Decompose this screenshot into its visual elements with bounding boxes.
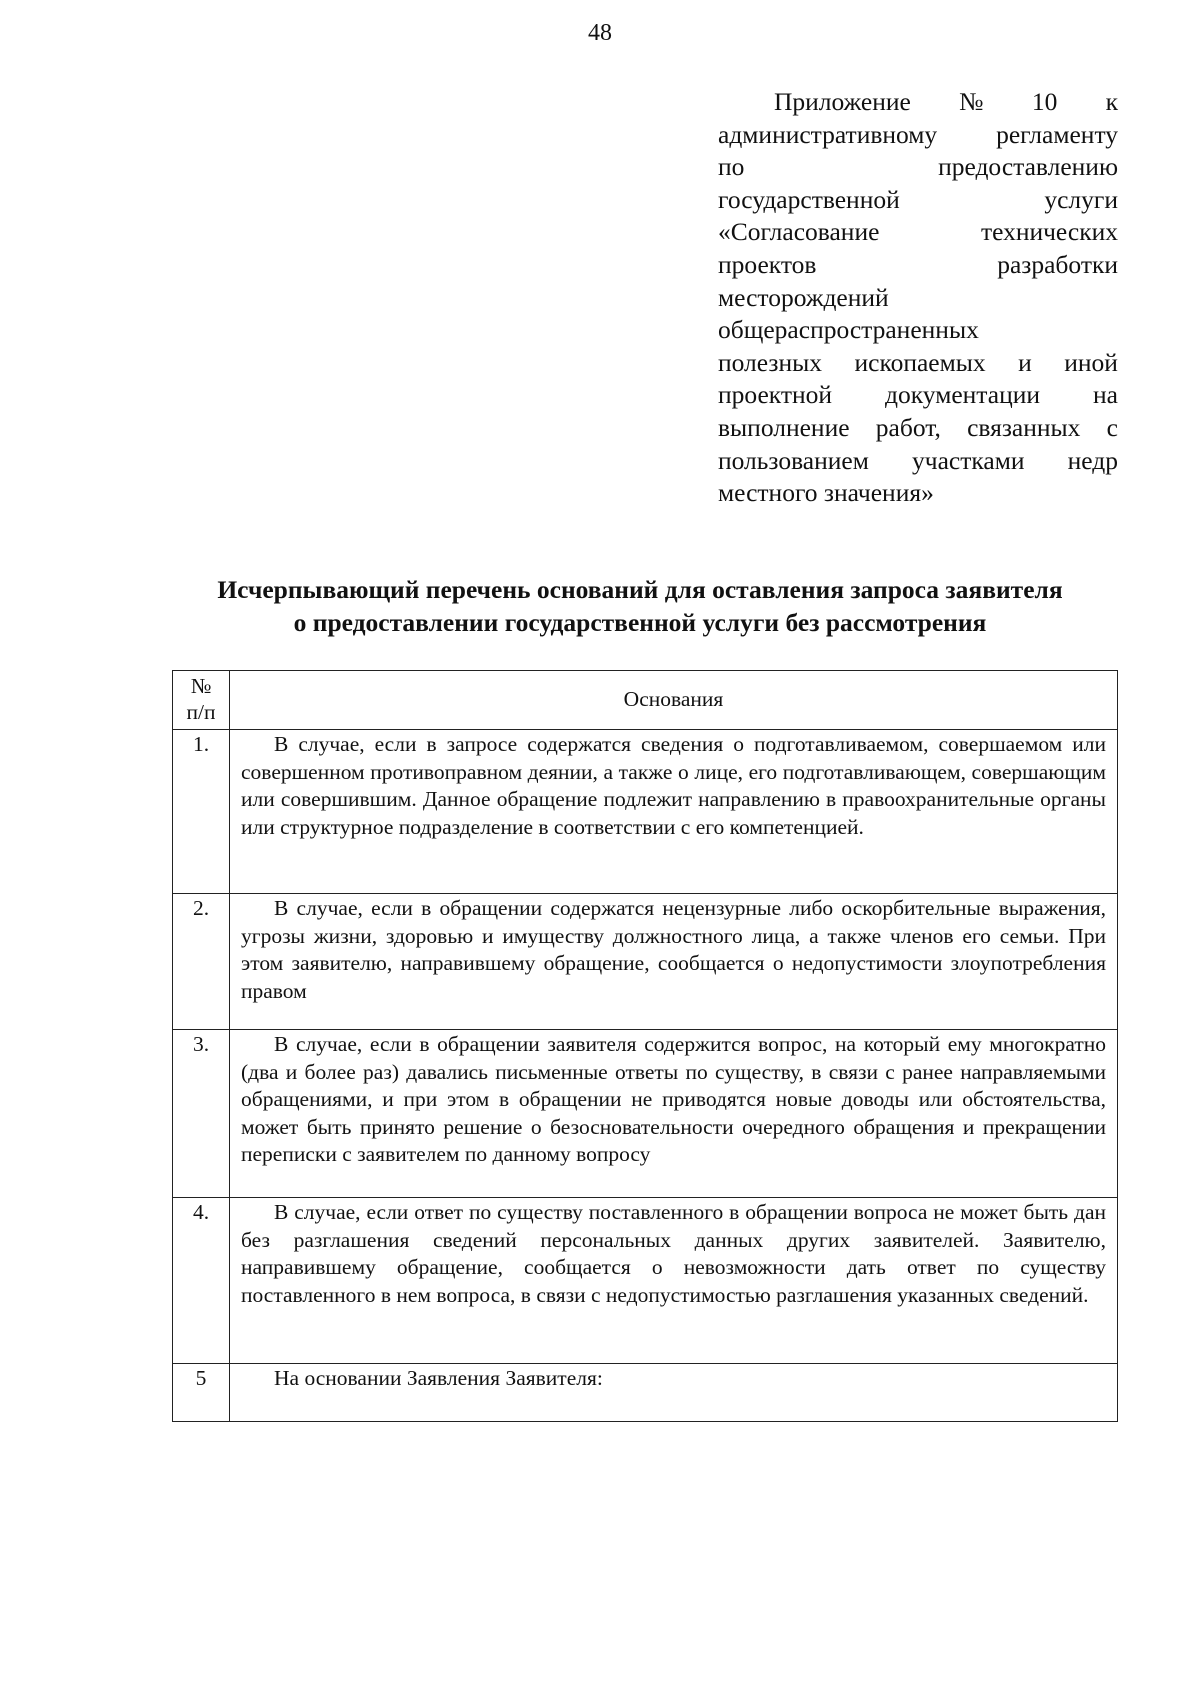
appendix-word: документации bbox=[885, 380, 1041, 410]
document-title-line: о предоставлении государственной услуги без рассмотрения bbox=[293, 608, 987, 637]
header-number-abbrev: п/п bbox=[186, 700, 216, 724]
appendix-word: общераспространенных bbox=[718, 315, 979, 345]
row-number: 5 bbox=[173, 1364, 230, 1422]
document-title bbox=[165, 573, 1115, 639]
row-reason-cell bbox=[230, 1030, 1118, 1198]
row-number: 1. bbox=[173, 730, 230, 894]
header-number-symbol: № bbox=[190, 674, 212, 698]
appendix-word: полезных bbox=[718, 347, 823, 377]
appendix-word: проектов bbox=[718, 249, 817, 279]
appendix-word: по bbox=[718, 152, 745, 182]
appendix-line bbox=[718, 249, 1118, 282]
appendix-word: и bbox=[1018, 347, 1032, 377]
appendix-word: проектной bbox=[718, 380, 833, 410]
appendix-word: ископаемых bbox=[854, 347, 986, 377]
appendix-line bbox=[718, 86, 1118, 119]
row-number: 2. bbox=[173, 894, 230, 1030]
document-title-line: Исчерпывающий перечень оснований для оставления запроса заявителя bbox=[217, 575, 1063, 604]
row-reason-cell bbox=[230, 730, 1118, 894]
appendix-word: административному bbox=[718, 119, 938, 149]
appendix-line bbox=[718, 379, 1118, 412]
appendix-line bbox=[718, 216, 1118, 249]
page-number: 48 bbox=[588, 20, 612, 46]
appendix-word: работ, bbox=[875, 412, 941, 442]
appendix-word: регламенту bbox=[996, 119, 1118, 149]
appendix-word: местного значения» bbox=[718, 478, 934, 508]
appendix-line bbox=[718, 282, 1118, 315]
appendix-word: разработки bbox=[997, 249, 1118, 279]
row-reason-text: В случае, если в обращении содержатся нецензурные либо оскорбительные выражения, угрозы жизни, здоровью и имуществу должностного лица, а также членов его семьи. При этом заявителю, направившему обращение, сообщается о недопустимости злоупотребления правом bbox=[241, 896, 1106, 1003]
appendix-word: участками bbox=[912, 445, 1025, 475]
appendix-word: № bbox=[959, 87, 984, 116]
appendix-line bbox=[718, 477, 1118, 510]
table-row bbox=[173, 1198, 1118, 1364]
appendix-line bbox=[718, 119, 1118, 152]
appendix-block bbox=[718, 86, 1118, 510]
appendix-word: государственной bbox=[718, 184, 900, 214]
table-row bbox=[173, 730, 1118, 894]
row-reason-cell bbox=[230, 1198, 1118, 1364]
row-reason-text: На основании Заявления Заявителя: bbox=[274, 1366, 603, 1390]
row-number: 3. bbox=[173, 1030, 230, 1198]
row-reason-cell bbox=[230, 1364, 1118, 1422]
header-number-cell bbox=[173, 671, 230, 730]
row-number: 4. bbox=[173, 1198, 230, 1364]
row-reason-text: В случае, если в обращении заявителя содержится вопрос, на который ему многократно (два и более раз) давались письменные ответы по существу, в связи с ранее направляемыми обращениями, и при этом в обращении не приводятся новые доводы или обстоятельства, может быть принято решение о безосновательности очередного обращения и прекращении переписки с заявителем по данному вопросу bbox=[241, 1032, 1106, 1167]
row-reason-text: В случае, если в запросе содержатся сведения о подготавливаемом, совершаемом или совершенном противоправном деянии, а также о лице, его подготавливающем, совершающим или совершившим. Данное обращение подлежит направлению в правоохранительные органы или структурное подразделение в соответствии с его компетенцией. bbox=[241, 732, 1106, 839]
appendix-word: недр bbox=[1067, 445, 1118, 475]
appendix-word: Приложение bbox=[774, 87, 911, 116]
table-row bbox=[173, 1364, 1118, 1422]
appendix-word: технических bbox=[980, 217, 1118, 247]
appendix-word: 10 bbox=[1031, 87, 1058, 116]
appendix-word: услуги bbox=[1044, 184, 1118, 214]
appendix-line bbox=[718, 184, 1118, 217]
appendix-word: «Согласование bbox=[718, 217, 880, 247]
appendix-word: к bbox=[1105, 87, 1118, 116]
appendix-word: на bbox=[1093, 380, 1118, 410]
appendix-word: выполнение bbox=[718, 412, 850, 442]
reasons-table bbox=[172, 670, 1118, 1422]
appendix-word: предоставлению bbox=[938, 152, 1118, 182]
appendix-word: связанных bbox=[967, 412, 1081, 442]
appendix-line bbox=[718, 151, 1118, 184]
table-row bbox=[173, 894, 1118, 1030]
appendix-word: месторождений bbox=[718, 282, 889, 312]
appendix-word: пользованием bbox=[718, 445, 869, 475]
appendix-line bbox=[718, 412, 1118, 445]
appendix-word: с bbox=[1106, 412, 1118, 442]
appendix-line bbox=[718, 347, 1118, 380]
table-row bbox=[173, 1030, 1118, 1198]
header-reasons-cell: Основания bbox=[230, 671, 1118, 730]
row-reason-text: В случае, если ответ по существу поставленного в обращении вопроса не может быть дан без разглашения сведений персональных данных других заявителей. Заявителю, направившему обращение, сообщается о невозможности дать ответ по существу поставленного в нем вопроса, в связи с недопустимостью разглашения указанных сведений. bbox=[241, 1200, 1106, 1307]
appendix-line bbox=[718, 314, 1118, 347]
appendix-word: иной bbox=[1064, 347, 1118, 377]
appendix-line bbox=[718, 445, 1118, 478]
row-reason-cell bbox=[230, 894, 1118, 1030]
table-header-row bbox=[173, 671, 1118, 730]
